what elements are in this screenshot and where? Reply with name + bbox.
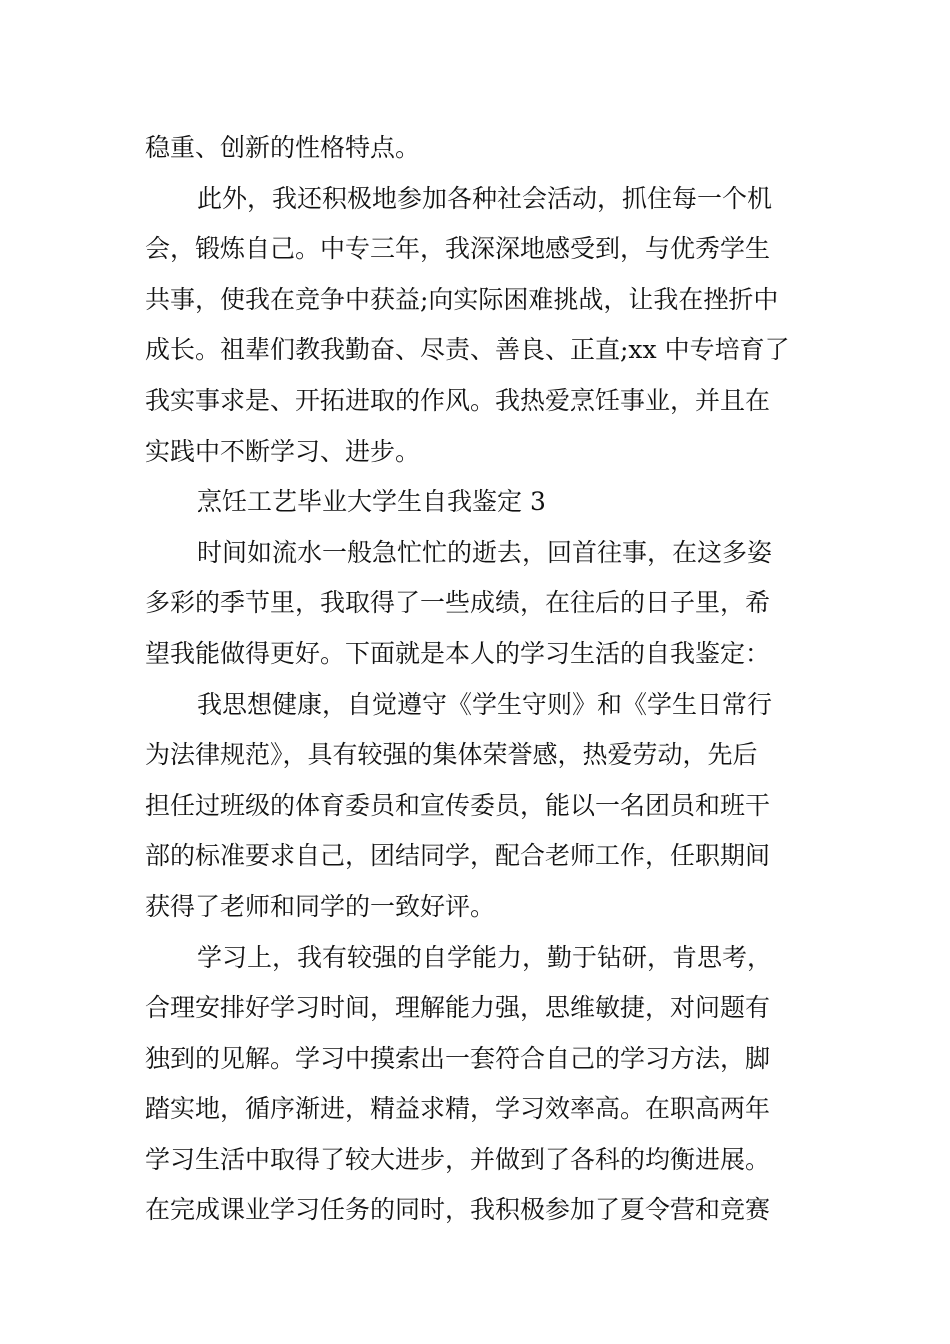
text-line: 学习生活中取得了较大进步，并做到了各科的均衡进展。 bbox=[145, 1144, 771, 1174]
text-line: 望我能做得更好。下面就是本人的学习生活的自我鉴定： bbox=[145, 638, 771, 668]
section-heading: 烹饪工艺毕业大学生自我鉴定 3 bbox=[197, 487, 546, 517]
text-line: 踏实地，循序渐进，精益求精，学习效率高。在职高两年 bbox=[145, 1094, 771, 1124]
text-line: 独到的见解。学习中摸索出一套符合自己的学习方法，脚 bbox=[145, 1043, 771, 1073]
text-line: 成长。祖辈们教我勤奋、尽责、善良、正直;xx 中专培育了 bbox=[145, 335, 790, 365]
text-line: 部的标准要求自己，团结同学，配合老师工作，任职期间 bbox=[145, 841, 771, 871]
text-line: 在完成课业学习任务的同时，我积极参加了夏令营和竞赛 bbox=[145, 1195, 771, 1225]
text-line: 多彩的季节里，我取得了一些成绩，在往后的日子里，希 bbox=[145, 588, 771, 618]
text-line: 我实事求是、开拓进取的作风。我热爱烹饪事业，并且在 bbox=[145, 385, 771, 415]
text-line: 稳重、创新的性格特点。 bbox=[145, 133, 421, 162]
paragraph-first-line: 我思想健康，自觉遵守《学生守则》和《学生日常行 bbox=[197, 689, 773, 719]
body-text bbox=[145, 123, 810, 1236]
text-line: 合理安排好学习时间，理解能力强，思维敏捷，对问题有 bbox=[145, 993, 771, 1023]
text-line: 担任过班级的体育委员和宣传委员，能以一名团员和班干 bbox=[145, 790, 771, 820]
paragraph-first-line: 时间如流水一般急忙忙的逝去，回首往事，在这多姿 bbox=[197, 537, 773, 567]
text-line: 为法律规范》，具有较强的集体荣誉感，热爱劳动，先后 bbox=[145, 740, 758, 770]
text-line: 会，锻炼自己。中专三年，我深深地感受到，与优秀学生 bbox=[145, 234, 771, 264]
paragraph-first-line: 学习上，我有较强的自学能力，勤于钻研，肯思考， bbox=[197, 942, 773, 972]
paragraph-first-line: 此外，我还积极地参加各种社会活动，抓住每一个机 bbox=[197, 183, 773, 213]
text-line: 实践中不断学习、进步。 bbox=[145, 436, 421, 466]
text-line: 共事，使我在竞争中获益;向实际困难挑战，让我在挫折中 bbox=[145, 284, 779, 314]
text-line: 获得了老师和同学的一致好评。 bbox=[145, 891, 496, 921]
